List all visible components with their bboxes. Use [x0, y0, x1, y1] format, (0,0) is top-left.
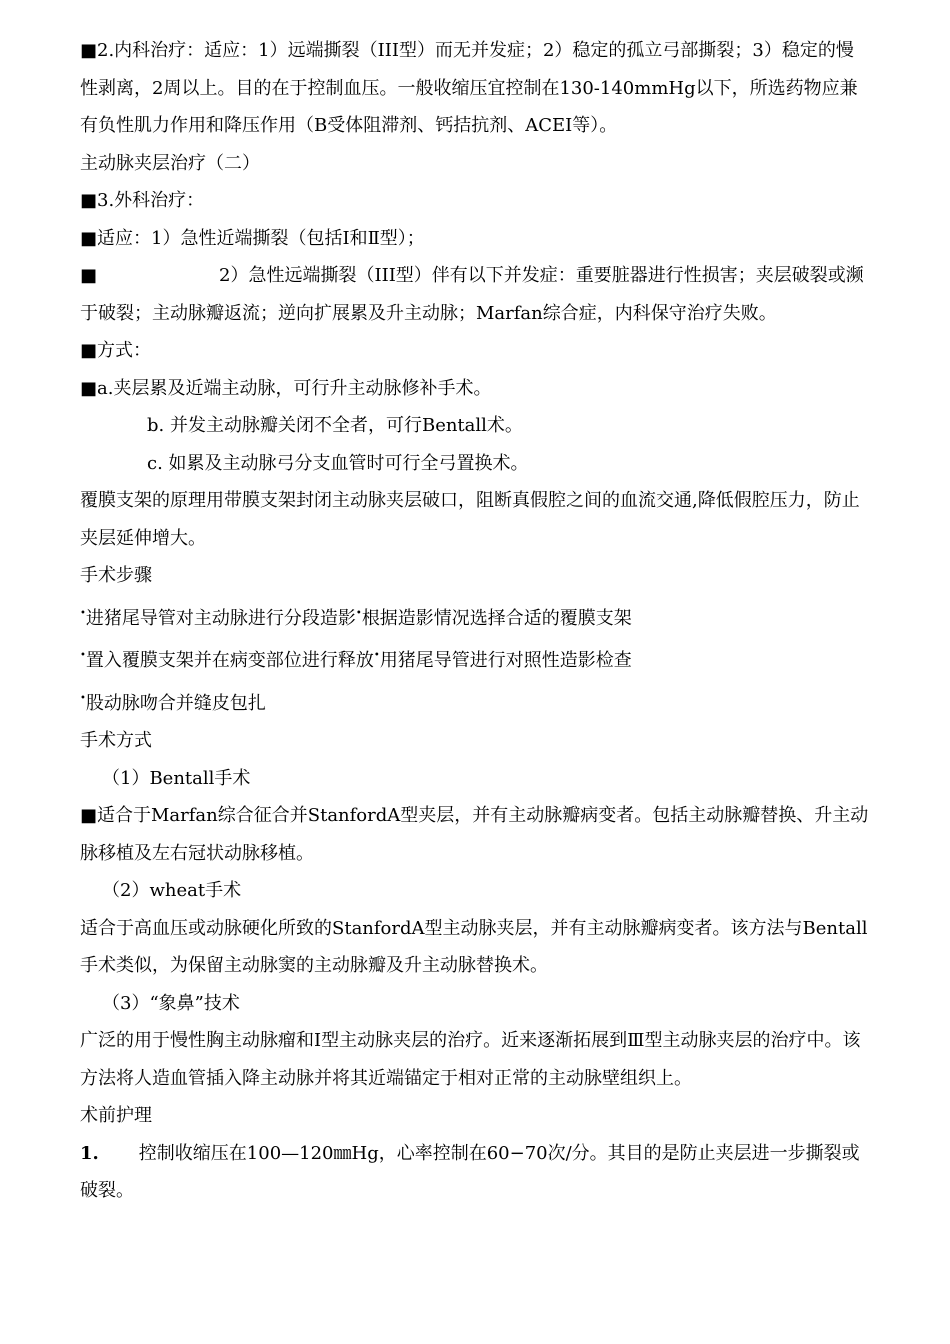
bullet-dot-icon: • [80, 607, 86, 619]
steps-line-1 [80, 595, 870, 638]
method-wheat-title: （2）wheat手术 [102, 880, 242, 901]
paragraph-medical-treatment: ■2.内科治疗：适应：1）远端撕裂（III型）而无并发症；2）稳定的孤立弓部撕裂；3）稳定的慢性剥离，2周以上。目的在于控制血压。一般收缩压宜控制在130-140mmHg以下，所选药物应兼有负性肌力作用和降压作用（Β受体阻滞剂、钙拮抗剂、ACEI等）。 [80, 40, 858, 136]
preop-item-1-text: 控制收缩压在100—120㎜Hg，心率控制在60−70次/分。其目的是防止夹层进一步撕裂或破裂。 [80, 1142, 860, 1201]
heading-surgical-methods: 手术方式 [80, 730, 152, 751]
item-number: 1. [80, 1142, 99, 1164]
method-wheat-desc: 适合于高血压或动脉硬化所致的StanfordA型主动脉夹层，并有主动脉瓣病变者。该方法与Bentall手术类似，为保留主动脉窦的主动脉瓣及升主动脉替换术。 [80, 917, 868, 976]
stent-principle-text: 覆膜支架的原理用带膜支架封闭主动脉夹层破口，阻断真假腔之间的血流交通,降低假腔压力，防止夹层延伸增大。 [80, 490, 860, 549]
step-item: 用猪尾导管进行对照性造影检查 [379, 650, 632, 671]
heading-surgical-steps: 手术步骤 [80, 565, 152, 586]
bullet-dot-icon: • [355, 607, 362, 619]
step-item: 股动脉吻合并缝皮包扎 [85, 692, 266, 714]
paragraph-indication-1: ■适应：1）急性近端撕裂（包括Ⅰ和Ⅱ型）； [80, 227, 425, 249]
method-elephant-trunk-desc: 广泛的用于慢性胸主动脉瘤和Ⅰ型主动脉夹层的治疗。近来逐渐拓展到Ⅲ型主动脉夹层的治疗中。该方法将人造血管插入降主动脉并将其近端锚定于相对正常的主动脉壁组织上。 [80, 1030, 861, 1089]
paragraph-surgical-treatment: ■3.外科治疗： [80, 190, 205, 211]
indication-2-text: 2）急性远端撕裂（III型）伴有以下并发症：重要脏器进行性损害；夹层破裂或濒于破裂；主动脉瓣返流；逆向扩展累及升主动脉；Marfan综合症，内科保守治疗失败。 [80, 265, 864, 324]
steps-line-2 [80, 637, 870, 680]
method-elephant-trunk-title: （3）“象鼻”技术 [102, 992, 240, 1014]
bullet-dot-icon: • [80, 650, 86, 661]
method-b: b. 并发主动脉瓣关闭不全者，可行Bentall术。 [147, 415, 523, 436]
method-a: ■a.夹层累及近端主动脉，可行升主动脉修补手术。 [80, 377, 492, 399]
steps-line-3 [80, 680, 870, 723]
preop-item-1 [80, 1135, 870, 1210]
heading-preop-care: 术前护理 [80, 1105, 152, 1126]
paragraph-indication-2 [80, 257, 870, 332]
method-c: c. 如累及主动脉弓分支血管时可行全弓置换术。 [147, 452, 529, 474]
step-item: 根据造影情况选择合适的覆膜支架 [361, 607, 632, 629]
bullet-marker: ■ [80, 265, 98, 286]
step-item: 进猪尾导管对主动脉进行分段造影 [85, 607, 356, 629]
paragraph-stent-principle [80, 482, 870, 557]
section-heading-treatment-2: 主动脉夹层治疗（二） [80, 152, 260, 174]
method-bentall-desc: ■适合于Marfan综合征合并StanfordA型夹层，并有主动脉瓣病变者。包括主动脉瓣替换、升主动脉移植及左右冠状动脉移植。 [80, 805, 869, 864]
bullet-dot-icon: • [373, 650, 380, 661]
method-bentall-title: （1）Bentall手术 [102, 767, 251, 789]
surgical-steps-list [80, 595, 870, 723]
document-body [80, 32, 870, 1210]
step-item: 置入覆膜支架并在病变部位进行释放 [85, 650, 374, 671]
paragraph-methods: ■方式： [80, 340, 152, 361]
bullet-dot-icon: • [80, 692, 86, 704]
